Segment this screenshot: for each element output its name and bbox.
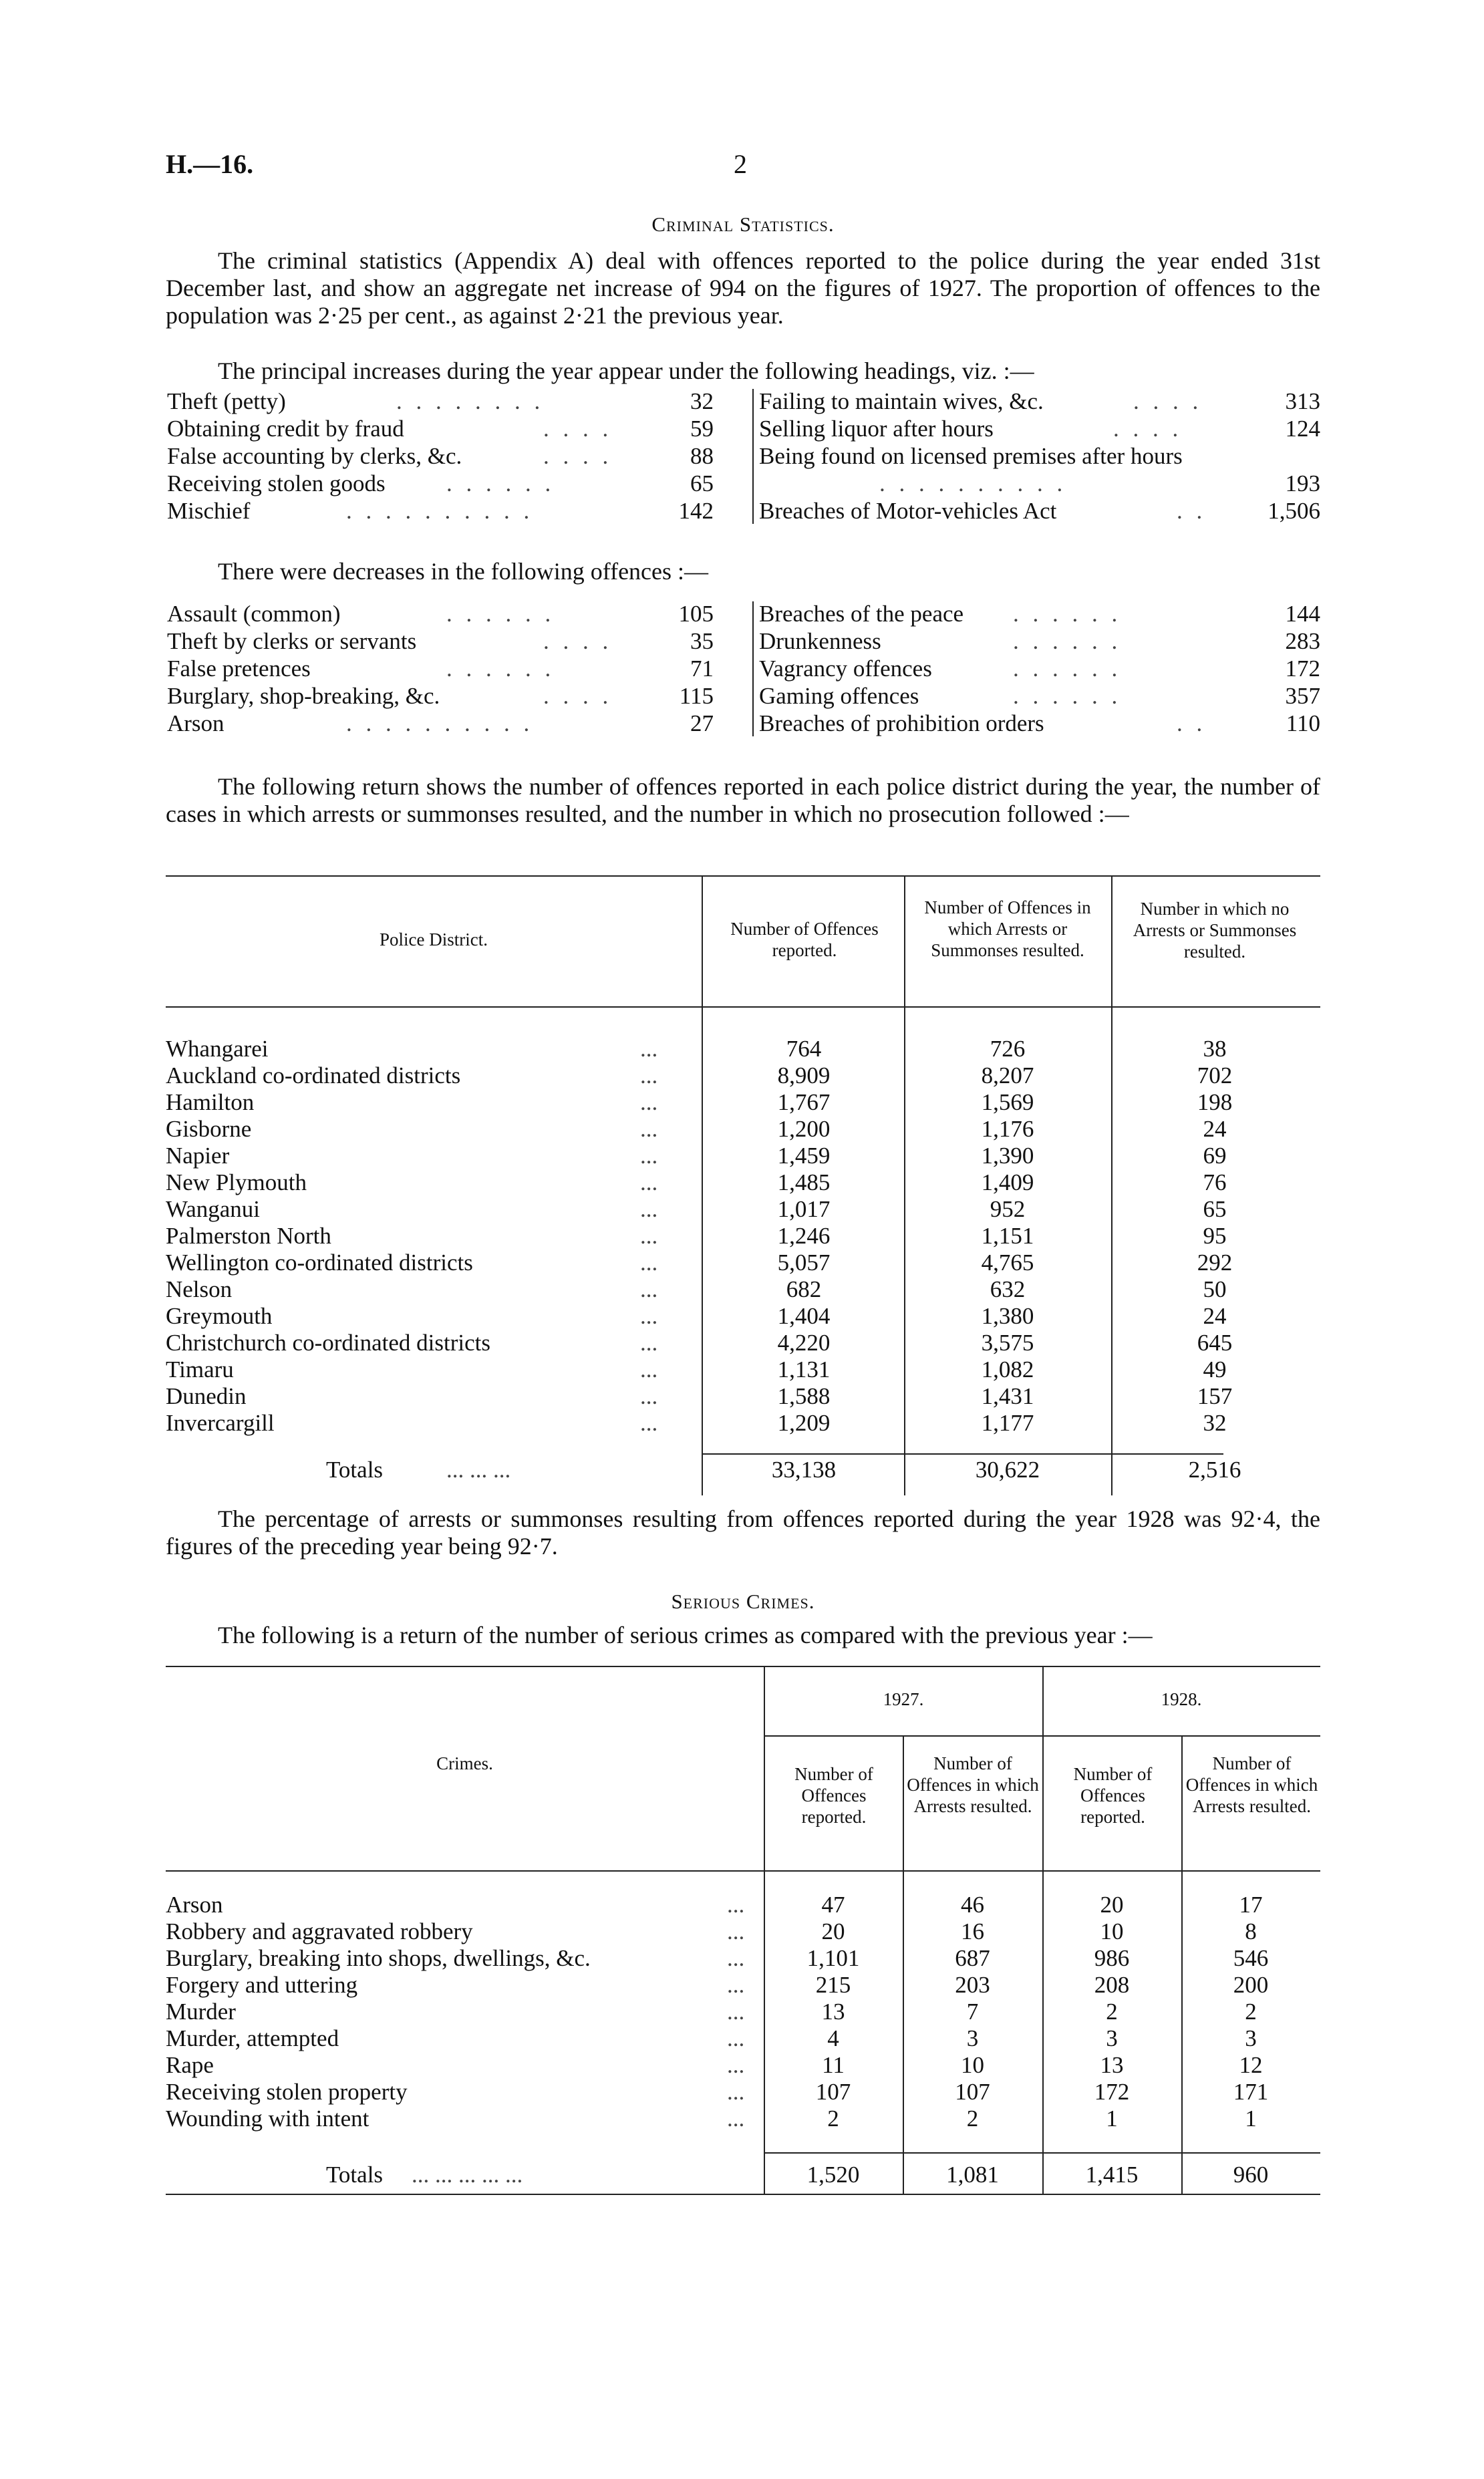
leader-dots: ...	[640, 1410, 658, 1436]
arrests-resulted: 632	[990, 1276, 1026, 1302]
crime-name: Robbery and aggravated robbery	[166, 1918, 473, 1944]
header-offences-reported: Number of Offences reported.	[730, 919, 879, 960]
totals-arrests: 30,622	[975, 1457, 1040, 1483]
crime-name: Burglary, breaking into shops, dwellings, &c.	[166, 1945, 591, 1971]
reported-1927: 20	[821, 1918, 845, 1944]
district-name: Hamilton	[166, 1089, 255, 1115]
reported-1927: 107	[815, 2079, 851, 2105]
increases-right-column	[759, 388, 1320, 525]
reported-1928: 10	[1100, 1918, 1124, 1944]
leader-dots: ...	[727, 1972, 745, 1998]
reported-1928: 3	[1106, 2025, 1118, 2051]
table-row	[166, 1036, 1320, 1062]
list-item: Obtaining credit by fraud . . . . 59	[167, 416, 714, 442]
leader-dots: ... ... ...	[446, 1457, 511, 1483]
list-item: Mischief . . . . . . . . . . 142	[167, 498, 714, 524]
return-intro: The following return shows the number of offences reported in each police district during the year, the number of cases in which arrests or summonses resulted, and the number in which no prosecution followed :—	[166, 773, 1320, 827]
arrests-resulted: 952	[990, 1196, 1026, 1222]
offences-reported: 1,588	[777, 1383, 831, 1409]
no-arrests: 198	[1197, 1089, 1233, 1115]
arrests-1927: 107	[955, 2079, 990, 2105]
decreases-right-column	[759, 600, 1320, 737]
offences-reported: 1,767	[777, 1089, 831, 1115]
list-item: Drunkenness . . . . . . 283	[759, 628, 1320, 654]
serious-crimes-table	[166, 1666, 1320, 2200]
reported-1927: 11	[822, 2052, 845, 2078]
totals-rule	[764, 2152, 1320, 2154]
table-row	[166, 1169, 1320, 1196]
arrests-resulted: 1,390	[981, 1143, 1034, 1169]
crime-name: Rape	[166, 2052, 214, 2078]
table-row	[166, 1972, 1320, 1999]
criminal-statistics-heading: Criminal Statistics.	[651, 212, 835, 236]
list-item: Burglary, shop-breaking, &c. . . . . 115	[167, 683, 714, 709]
arrests-1928: 171	[1233, 2079, 1269, 2105]
totals-1928-arrests: 960	[1233, 2162, 1269, 2188]
arrests-resulted: 4,765	[981, 1250, 1034, 1276]
offences-reported: 1,246	[777, 1223, 831, 1249]
district-name: Wanganui	[166, 1196, 261, 1222]
totals-rule	[702, 1453, 1223, 1455]
list-item: Breaches of Motor-vehicles Act . . 1,506	[759, 498, 1320, 524]
reported-1927: 215	[815, 1972, 851, 1998]
arrests-1927: 10	[961, 2052, 984, 2078]
leader-dots: ...	[640, 1223, 658, 1249]
year-rule	[764, 1735, 1320, 1737]
leader-dots: ...	[640, 1062, 658, 1088]
crime-name: Murder	[166, 1999, 236, 2025]
leader-dots: ...	[640, 1330, 658, 1356]
list-item: Selling liquor after hours . . . . 124	[759, 416, 1320, 442]
leader-dots: ...	[640, 1143, 658, 1169]
header-1927-reported: Number of Offences reported.	[794, 1764, 873, 1827]
list-item: Breaches of the peace . . . . . . 144	[759, 601, 1320, 627]
column-divider	[752, 389, 754, 524]
leader-dots: ...	[640, 1383, 658, 1409]
district-name: Whangarei	[166, 1036, 269, 1062]
offences-reported: 5,057	[777, 1250, 831, 1276]
page-number: 2	[734, 149, 747, 179]
offences-reported: 764	[786, 1036, 822, 1062]
table-row	[166, 2079, 1320, 2105]
table-row	[166, 1892, 1320, 1918]
reported-1928: 986	[1094, 1945, 1130, 1971]
table-row	[166, 2025, 1320, 2052]
table-row	[166, 1276, 1320, 1303]
leader-dots: ...	[640, 1089, 658, 1115]
totals-1927-arrests: 1,081	[946, 2162, 999, 2188]
arrests-resulted: 1,431	[981, 1383, 1034, 1409]
list-item: Theft (petty) . . . . . . . . 32	[167, 388, 714, 414]
table-row	[166, 1356, 1320, 1383]
table-row	[166, 1223, 1320, 1250]
reported-1928: 20	[1100, 1892, 1124, 1918]
district-name: Wellington co-ordinated districts	[166, 1250, 473, 1276]
table-top-rule	[166, 875, 1320, 877]
offences-reported: 1,200	[777, 1116, 831, 1142]
offences-reported: 8,909	[777, 1062, 831, 1088]
header-crimes: Crimes.	[436, 1753, 493, 1773]
header-1927-arrests: Number of Offences in which Arrests resulted.	[907, 1753, 1039, 1816]
offences-reported: 4,220	[777, 1330, 831, 1356]
totals-1927-reported: 1,520	[806, 2162, 860, 2188]
list-item: Vagrancy offences . . . . . . 172	[759, 655, 1320, 682]
increases-list	[166, 388, 1320, 531]
arrests-1927: 687	[955, 1945, 990, 1971]
arrests-1927: 203	[955, 1972, 990, 1998]
arrests-1928: 17	[1239, 1892, 1263, 1918]
arrests-1928: 200	[1233, 1972, 1269, 1998]
no-arrests: 645	[1197, 1330, 1233, 1356]
arrests-1928: 1	[1245, 2105, 1257, 2132]
serious-crimes-heading: Serious Crimes.	[671, 1590, 815, 1613]
arrests-1927: 3	[966, 2025, 979, 2051]
totals-1928-reported: 1,415	[1085, 2162, 1139, 2188]
no-arrests: 24	[1203, 1303, 1227, 1329]
increases-intro: The principal increases during the year appear under the following headings, viz. :—	[218, 357, 1034, 384]
no-arrests: 157	[1197, 1383, 1233, 1409]
leader-dots: ...	[640, 1276, 658, 1302]
criminal-statistics-paragraph: The criminal statistics (Appendix A) deal with offences reported to the police during the year ended 31st December last, and show an aggregate net increase of 994 on the figures of 1927. The proportion of offences to the population was 2·25 per cent., as against 2·21 the previous year.	[166, 247, 1320, 329]
leader-dots: ...	[727, 2079, 745, 2105]
district-name: New Plymouth	[166, 1169, 307, 1195]
header-year-1928: 1928.	[1161, 1689, 1202, 1709]
reported-1928: 2	[1106, 1999, 1118, 2025]
no-arrests: 95	[1203, 1223, 1227, 1249]
reported-1927: 4	[827, 2025, 839, 2051]
list-item: Breaches of prohibition orders . . 110	[759, 710, 1320, 736]
reported-1928: 1	[1106, 2105, 1118, 2132]
arrests-1927: 16	[961, 1918, 984, 1944]
arrests-1927: 7	[966, 1999, 979, 2025]
table-row	[166, 1303, 1320, 1330]
totals-label: Totals	[326, 2162, 384, 2188]
district-name: Palmerston North	[166, 1223, 331, 1249]
arrests-resulted: 1,569	[981, 1089, 1034, 1115]
crime-name: Wounding with intent	[166, 2105, 369, 2132]
district-name: Timaru	[166, 1356, 234, 1382]
arrests-1928: 12	[1239, 2052, 1263, 2078]
leader-dots: ...	[727, 1892, 745, 1918]
percentage-paragraph: The percentage of arrests or summonses resulting from offences reported during the year 1928 was 92·4, the figures of the preceding year being 92·7.	[166, 1505, 1320, 1560]
table-row	[166, 1945, 1320, 1972]
list-item: Arson . . . . . . . . . . 27	[167, 710, 714, 736]
district-name: Christchurch co-ordinated districts	[166, 1330, 490, 1356]
reported-1928: 13	[1100, 2052, 1124, 2078]
table-row	[166, 1383, 1320, 1410]
district-name: Invercargill	[166, 1410, 275, 1436]
list-item: Assault (common) . . . . . . 105	[167, 601, 714, 627]
header-year-1927: 1927.	[883, 1689, 924, 1709]
table-row	[166, 1143, 1320, 1169]
list-item: Gaming offences . . . . . . 357	[759, 683, 1320, 709]
leader-dots: ...	[727, 1945, 745, 1971]
leader-dots: ...	[727, 2025, 745, 2051]
no-arrests: 24	[1203, 1116, 1227, 1142]
crime-name: Forgery and uttering	[166, 1972, 358, 1998]
list-item: Being found on licensed premises after hours . . . . . . . . . . 193	[759, 443, 1320, 496]
list-item: Theft by clerks or servants . . . . 35	[167, 628, 714, 654]
serious-crimes-intro: The following is a return of the number of serious crimes as compared with the previous year :—	[218, 1622, 1153, 1648]
leader-dots: ...	[640, 1356, 658, 1382]
table-row	[166, 1918, 1320, 1945]
table-row	[166, 2105, 1320, 2132]
totals-row	[166, 1457, 1320, 1483]
district-name: Nelson	[166, 1276, 233, 1302]
no-arrests: 702	[1197, 1062, 1233, 1088]
leader-dots: ... ... ... ... ...	[412, 2162, 523, 2188]
leader-dots: ...	[727, 1999, 745, 2025]
leader-dots: ...	[727, 2052, 745, 2078]
header-1928-reported: Number of Offences reported.	[1073, 1764, 1153, 1827]
offences-reported: 1,131	[777, 1356, 831, 1382]
table-row	[166, 1330, 1320, 1356]
leader-dots: ...	[640, 1250, 658, 1276]
leader-dots: ...	[640, 1196, 658, 1222]
offences-reported: 1,209	[777, 1410, 831, 1436]
leader-dots: ...	[727, 2105, 745, 2132]
totals-reported: 33,138	[771, 1457, 837, 1483]
table-row	[166, 1250, 1320, 1276]
arrests-resulted: 1,380	[981, 1303, 1034, 1329]
arrests-resulted: 8,207	[981, 1062, 1034, 1088]
no-arrests: 76	[1203, 1169, 1227, 1195]
no-arrests: 38	[1203, 1036, 1227, 1062]
table-row	[166, 1410, 1320, 1437]
table-row	[166, 2052, 1320, 2079]
arrests-resulted: 1,176	[981, 1116, 1034, 1142]
table-row	[166, 1062, 1320, 1089]
decreases-intro: There were decreases in the following offences :—	[218, 558, 709, 585]
no-arrests: 292	[1197, 1250, 1233, 1276]
totals-no-arrests: 2,516	[1188, 1457, 1241, 1483]
list-item: False accounting by clerks, &c. . . . . 88	[167, 443, 714, 469]
offences-reported: 1,017	[777, 1196, 831, 1222]
arrests-resulted: 1,082	[981, 1356, 1034, 1382]
no-arrests: 69	[1203, 1143, 1227, 1169]
reported-1927: 1,101	[806, 1945, 860, 1971]
table-row	[166, 1999, 1320, 2025]
offences-reported: 1,459	[777, 1143, 831, 1169]
table-top-rule	[166, 1666, 1320, 1667]
crime-name: Arson	[166, 1892, 223, 1918]
reported-1927: 2	[827, 2105, 839, 2132]
table-bottom-rule	[166, 2194, 1320, 2195]
arrests-1928: 2	[1245, 1999, 1257, 2025]
list-item: Failing to maintain wives, &c. . . . . 313	[759, 388, 1320, 414]
offences-reported: 682	[786, 1276, 822, 1302]
list-item: Receiving stolen goods . . . . . . 65	[167, 470, 714, 496]
increases-left-column	[166, 388, 754, 525]
list-item: False pretences . . . . . . 71	[167, 655, 714, 682]
arrests-1927: 2	[966, 2105, 979, 2132]
district-name: Greymouth	[166, 1303, 273, 1329]
arrests-resulted: 1,151	[981, 1223, 1034, 1249]
district-name: Napier	[166, 1143, 230, 1169]
decreases-left-column	[166, 600, 754, 737]
district-name: Dunedin	[166, 1383, 247, 1409]
header-arrests-resulted: Number of Offences in which Arrests or Summonses resulted.	[924, 897, 1091, 960]
reported-1927: 47	[821, 1892, 845, 1918]
column-divider	[752, 601, 754, 736]
no-arrests: 32	[1203, 1410, 1227, 1436]
crime-name: Receiving stolen property	[166, 2079, 408, 2105]
arrests-resulted: 1,409	[981, 1169, 1034, 1195]
crime-name: Murder, attempted	[166, 2025, 339, 2051]
leader-dots: ...	[640, 1116, 658, 1142]
reported-1928: 208	[1094, 1972, 1130, 1998]
table-row	[166, 1089, 1320, 1116]
totals-label: Totals	[326, 1457, 384, 1483]
offences-reported: 1,404	[777, 1303, 831, 1329]
offences-reported: 1,485	[777, 1169, 831, 1195]
reported-1928: 172	[1094, 2079, 1130, 2105]
district-name: Gisborne	[166, 1116, 252, 1142]
header-no-arrests: Number in which no Arrests or Summonses resulted.	[1133, 899, 1297, 962]
decreases-list	[166, 600, 1320, 744]
arrests-1928: 8	[1245, 1918, 1257, 1944]
no-arrests: 50	[1203, 1276, 1227, 1302]
arrests-resulted: 1,177	[981, 1410, 1034, 1436]
district-table	[166, 875, 1320, 1497]
no-arrests: 49	[1203, 1356, 1227, 1382]
totals-row	[166, 2162, 1320, 2188]
reported-1927: 13	[821, 1999, 845, 2025]
header-1928-arrests: Number of Offences in which Arrests resulted.	[1185, 1753, 1318, 1816]
leader-dots: ...	[640, 1303, 658, 1329]
arrests-resulted: 726	[990, 1036, 1026, 1062]
arrests-1928: 3	[1245, 2025, 1257, 2051]
arrests-1927: 46	[961, 1892, 984, 1918]
table-row	[166, 1116, 1320, 1143]
leader-dots: ...	[640, 1036, 658, 1062]
no-arrests: 65	[1203, 1196, 1227, 1222]
district-name: Auckland co-ordinated districts	[166, 1062, 461, 1088]
document-reference: H.—16.	[166, 149, 254, 179]
header-police-district: Police District.	[380, 929, 488, 950]
leader-dots: ...	[640, 1169, 658, 1195]
arrests-resulted: 3,575	[981, 1330, 1034, 1356]
arrests-1928: 546	[1233, 1945, 1269, 1971]
header-rule	[166, 1870, 1320, 1872]
table-row	[166, 1196, 1320, 1223]
header-rule	[166, 1006, 1320, 1008]
leader-dots: ...	[727, 1918, 745, 1944]
